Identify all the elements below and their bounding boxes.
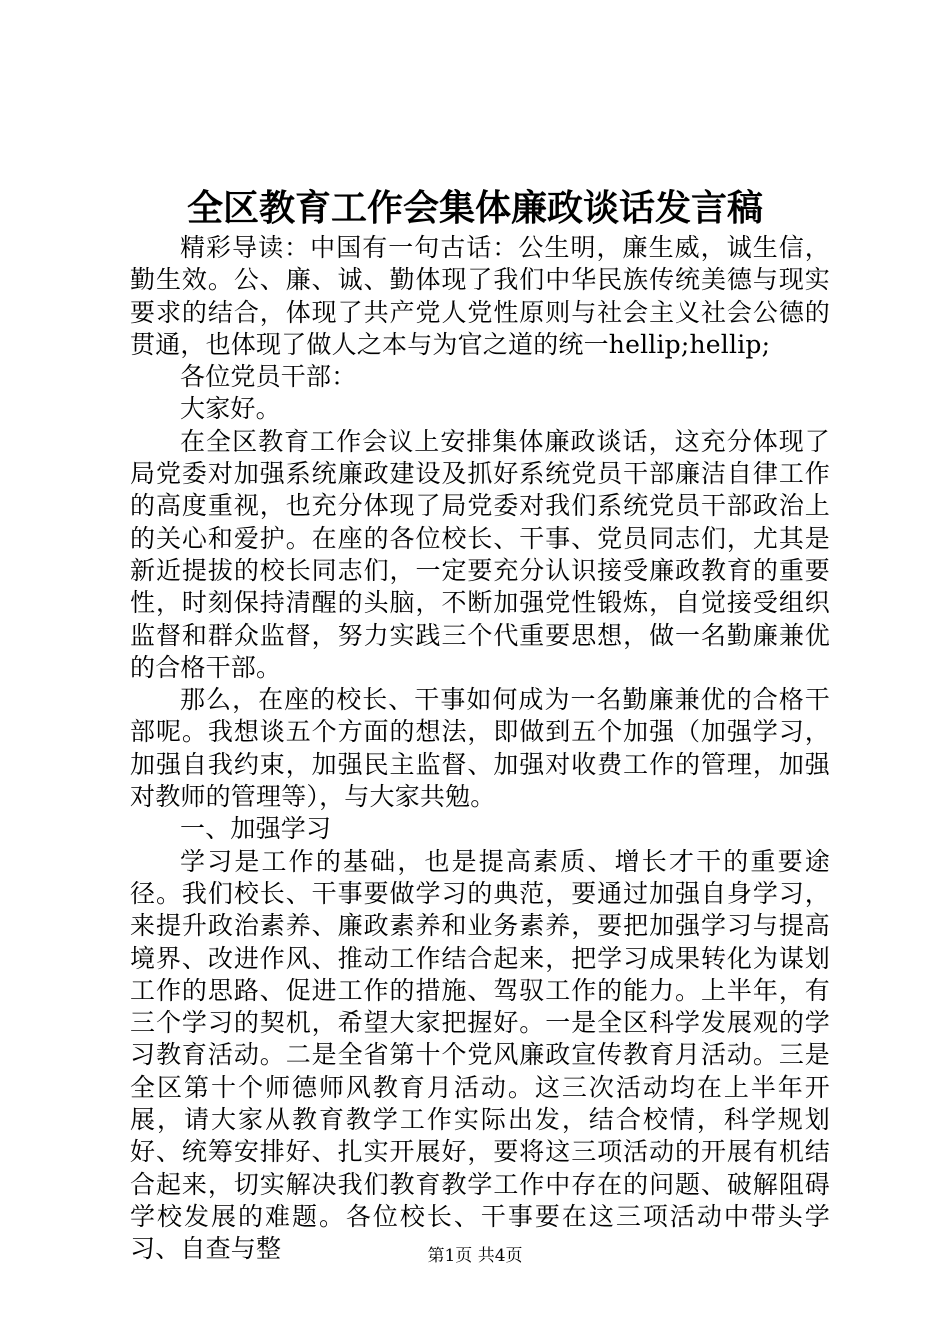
page-footer: 第1页 共4页 — [427, 1246, 523, 1266]
paragraph-study: 学习是工作的基础，也是提高素质、增长才干的重要途径。我们校长、干事要做学习的典范，要通过加强自身学习，来提升政治素养、廉政素养和业务素养，要把加强学习与提高境界、改进作风、推动工作结合起来，把学习成果转化为谋划工作的思路、促进工作的措施、驾驭工作的能力。上半年，有三个学习的契机，希望大家把握好。一是全区科学发展观的学习教育活动。二是全省第十个党风廉政宣传教育月活动。三是全区第十个师德师风教育月活动。这三次活动均在上半年开展，请大家从教育教学工作实际出发，结合校情，科学规划好、统筹安排好、扎实开展好，要将这三项活动的开展有机结合起来，切实解决我们教育教学工作中存在的问题、破解阻碍学校发展的难题。各位校长、干事要在这三项活动中带头学习、自查与整 — [130, 846, 830, 1264]
paragraph-outline: 那么，在座的校长、干事如何成为一名勤廉兼优的合格干部呢。我想谈五个方面的想法，即做到五个加强（加强学习，加强自我约束，加强民主监督、加强对收费工作的管理，加强对教师的管理等），与大家共勉。 — [130, 685, 830, 812]
section-heading-1: 一、加强学习 — [180, 814, 332, 844]
paragraph-opening: 在全区教育工作会议上安排集体廉政谈话，这充分体现了局党委对加强系统廉政建设及抓好系统党员干部廉洁自律工作的高度重视，也充分体现了局党委对我们系统党员干部政治上的关心和爱护。在座的各位校长、干事、党员同志们，尤其是新近提拔的校长同志们，一定要充分认识接受廉政教育的重要性，时刻保持清醒的头脑，不断加强党性锻炼，自觉接受组织监督和群众监督，努力实践三个代重要思想，做一名勤廉兼优的合格干部。 — [130, 426, 830, 682]
paragraph-intro: 精彩导读：中国有一句古话：公生明，廉生威，诚生信，勤生效。公、廉、诚、勤体现了我们中华民族传统美德与现实要求的结合，体现了共产党人党性原则与社会主义社会公德的贯通，也体现了做人之本与为官之道的统一hellip;hellip; — [130, 233, 830, 359]
document-title: 全区教育工作会集体廉政谈话发言稿 — [186, 187, 763, 229]
document-body — [130, 232, 830, 1266]
paragraph-greeting: 大家好。 — [180, 394, 281, 424]
paragraph-salutation: 各位党员干部： — [180, 362, 357, 392]
